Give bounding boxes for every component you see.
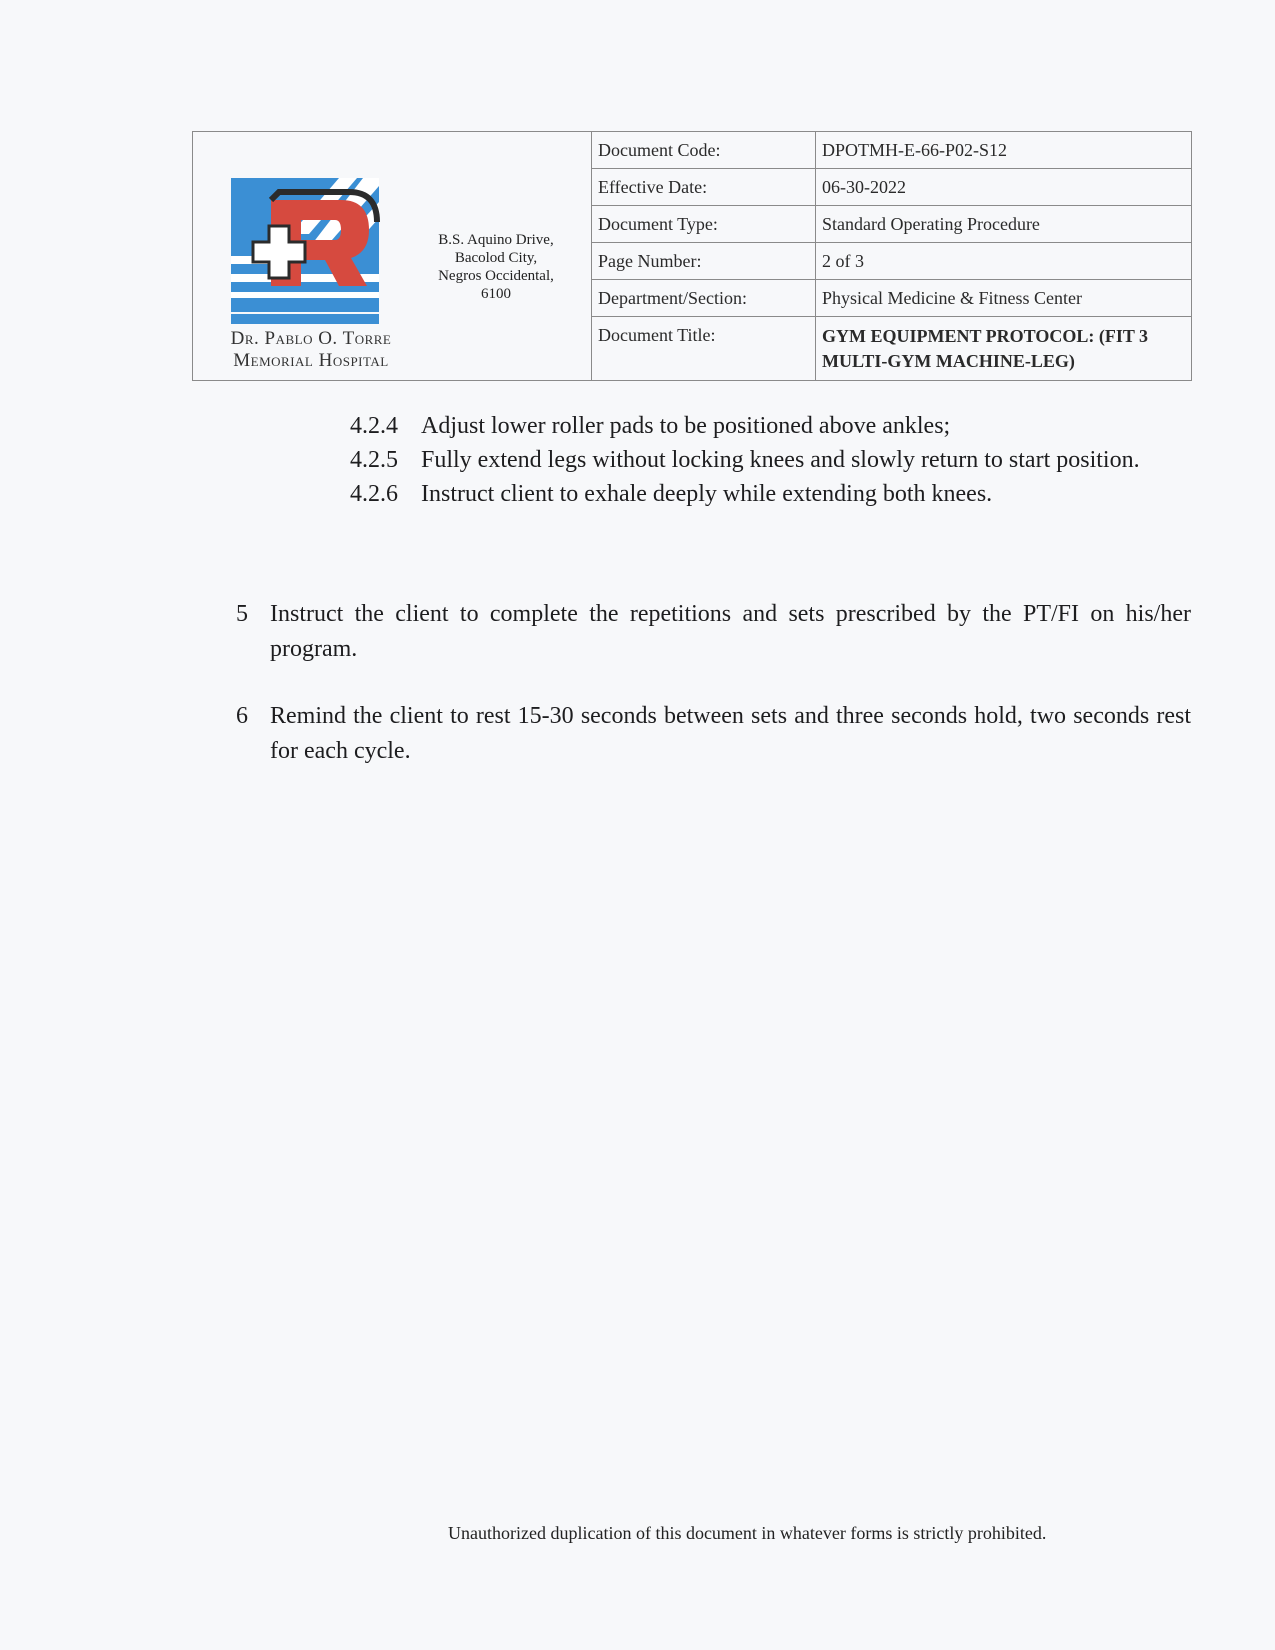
substep-number: 4.2.6 — [350, 481, 398, 507]
step-item — [236, 699, 1191, 769]
hospital-logo-icon — [229, 174, 389, 324]
page-number-value: 2 of 3 — [822, 251, 864, 271]
hospital-name — [206, 328, 416, 372]
substep-list — [350, 409, 1170, 511]
info-row-document-type — [592, 206, 1191, 243]
document-info-table — [592, 132, 1191, 380]
info-row-page-number — [592, 243, 1191, 280]
address-line: Negros Occidental, — [438, 268, 554, 284]
step-number: 6 — [236, 703, 248, 729]
list-item — [350, 477, 1170, 511]
document-type-value: Standard Operating Procedure — [822, 214, 1040, 234]
footer-notice: Unauthorized duplication of this document in whatever forms is strictly prohibited. — [448, 1523, 1047, 1543]
document-code-value: DPOTMH-E-66-P02-S12 — [822, 140, 1008, 160]
document-title-value: GYM EQUIPMENT PROTOCOL: (FIT 3 MULTI-GYM MACHINE-LEG) — [822, 326, 1149, 371]
effective-date-value: 06-30-2022 — [822, 177, 906, 197]
info-label: Effective Date: — [592, 169, 816, 205]
hospital-identity — [193, 132, 592, 380]
info-label: Document Title: — [592, 317, 816, 380]
info-row-document-code — [592, 132, 1191, 169]
info-row-department — [592, 280, 1191, 317]
address-line: Bacolod City, — [454, 250, 538, 266]
list-item — [350, 409, 1170, 443]
hospital-name-line1: Dr. Pablo O. Torre — [230, 328, 392, 349]
substep-text: Adjust lower roller pads to be positioned above ankles; — [421, 413, 951, 439]
info-label: Document Type: — [592, 206, 816, 242]
department-value: Physical Medicine & Fitness Center — [822, 288, 1082, 308]
info-label: Page Number: — [592, 243, 816, 279]
info-label: Document Code: — [592, 132, 816, 168]
step-text: Remind the client to rest 15-30 seconds between sets and three seconds hold, two seconds rest for each cycle. — [270, 703, 1191, 764]
substep-number: 4.2.4 — [350, 413, 398, 439]
address-line: B.S. Aquino Drive, — [438, 232, 554, 248]
info-label: Department/Section: — [592, 280, 816, 316]
hospital-address — [421, 231, 571, 303]
hospital-name-line2: Memorial Hospital — [233, 350, 389, 371]
substep-text: Fully extend legs without locking knees and slowly return to start position. — [421, 447, 1140, 473]
step-number: 5 — [236, 601, 248, 627]
step-item — [236, 597, 1191, 667]
step-text: Instruct the client to complete the repetitions and sets prescribed by the PT/FI on his/her program. — [270, 601, 1191, 662]
substep-number: 4.2.5 — [350, 447, 398, 473]
address-line: 6100 — [481, 286, 511, 302]
info-row-effective-date — [592, 169, 1191, 206]
list-item — [350, 443, 1170, 477]
info-row-document-title — [592, 317, 1191, 380]
document-header — [192, 131, 1192, 381]
substep-text: Instruct client to exhale deeply while extending both knees. — [421, 481, 993, 507]
